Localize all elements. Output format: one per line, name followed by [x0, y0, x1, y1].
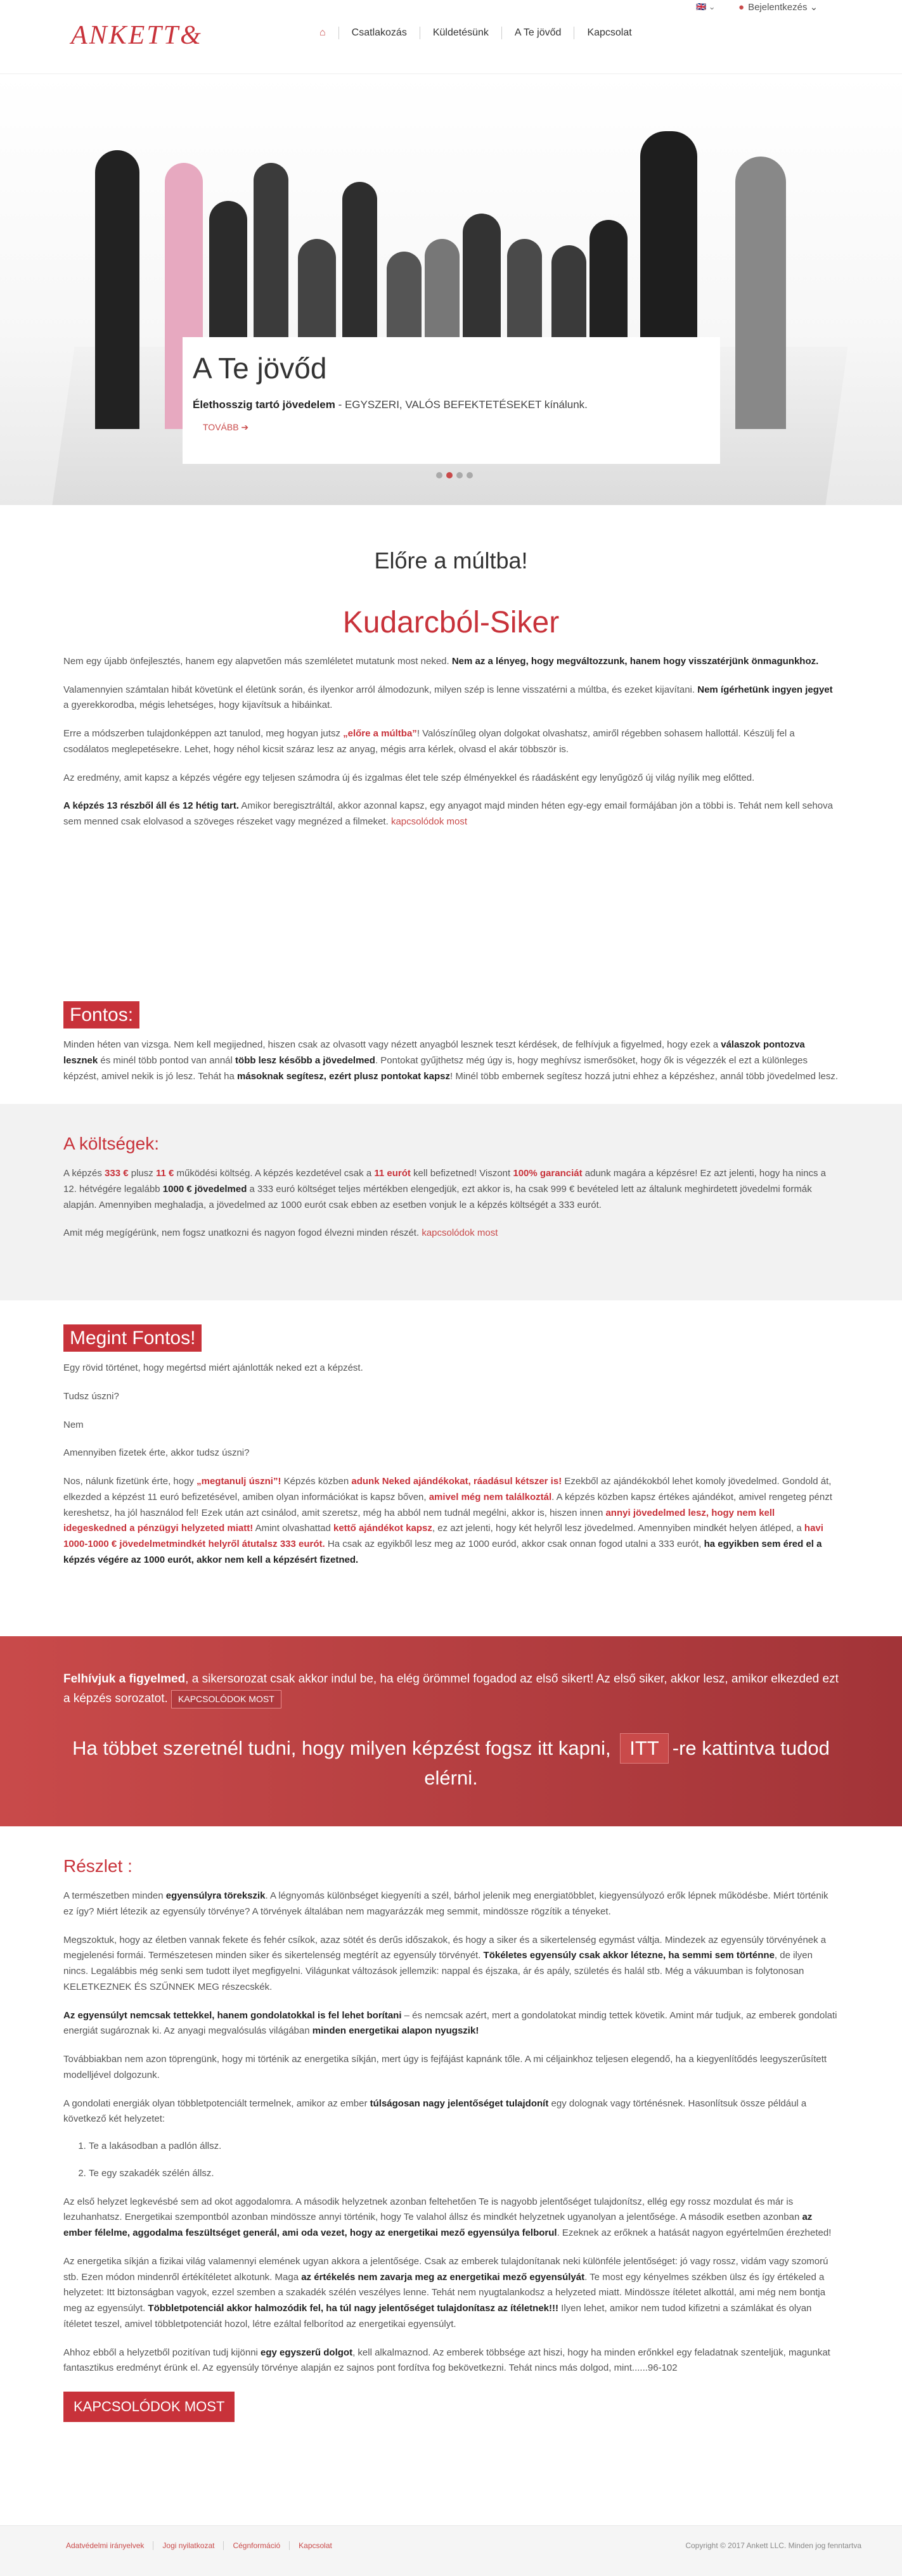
excerpt-paragraph: Továbbiakban nem azon töprengünk, hogy mi történik az energetika síkján, mert úgy is fejfájást kapnánk tőle. A mi céljainkhoz teljesen elegendő, ha a kiegyenlítődés leegyszerűsített modelljével dolgozunk. [63, 2054, 827, 2080]
hero-caption [183, 337, 720, 464]
footer-link-company[interactable]: Cégnformáció [233, 2541, 290, 2550]
hero-more-link[interactable]: TOVÁBB ➔ [203, 421, 249, 432]
story-line: Tudsz úszni? [63, 1390, 119, 1402]
intro-paragraph: Nem egy újabb önfejlesztés, hanem egy alapvetően más szemléletet mutatunk most neked. Nem az a lényeg, hogy megváltozzunk, hanem hogy visszatérjünk önmagunkhoz. [63, 655, 819, 667]
situation-list [89, 2139, 839, 2182]
list-item: 1. Te a lakásodban a padlón állsz. [89, 2139, 839, 2155]
footer-link-privacy[interactable]: Adatvédelmi irányelvek [66, 2541, 153, 2550]
logo-mark: & [180, 21, 203, 50]
connect-link[interactable]: kapcsolódok most [390, 816, 467, 828]
nav-kapcsolat[interactable]: Kapcsolat [574, 27, 644, 39]
nav-kuldetesunk[interactable]: Küldetésünk [420, 27, 501, 39]
intro-paragraph: Az eredmény, amit kapsz a képzés végére egy teljesen számodra új és izgalmas élet tele szép élményekkel és ráadásként egy lenyűgöző új világ nyílik meg előtted. [63, 772, 755, 783]
hero-subtitle: Élethosszig tartó jövedelem - EGYSZERI, VALÓS BEFEKTETÉSEKET kínálunk. [193, 398, 588, 411]
important-title: Fontos: [63, 1001, 139, 1028]
story-paragraph: Nos, nálunk fizetünk érte, hogy „megtanulj úszni”! Képzés közben adunk Neked ajándékokat, ráadásul kétszer is! Ezekből az ajándékokból lehet komoly jövedelmed. Gondold át, elkezded a képzést 11 euró befizetésével, amiben olyan információkat is kapsz bőven, amivel még nem találkoztál. A képzés közben kapsz értékes ajándékot, amivel rengeteg pénzt kereshetsz, ha jól használod fel! Ezek után azt csinálod, amit szeretsz, még ha abból nem tudnál megélni, akkor is, hiszen innen annyi jövedelmed lesz, hogy nem kell idegeskedned a pénzügyi helyzeted miatt! Amint olvashattad kettő ajándékot kapsz, ez azt jelenti, hogy két helyről lesz jövedelmed. Amennyiben mindkét helyen átléped, a havi 1000-1000 € jövedelmetmindkét helyről átutalsz 333 eurót. Ha csak az egyikből lesz meg az 1000 euród, akkor csak onnan fogod utalni a 333 eurót, ha egyikben sem éred el a képzés végére az 1000 eurót, akkor nem kell a képzésért fizetned. [63, 1476, 832, 1565]
footer-link-legal[interactable]: Jogi nyilatkozat [162, 2541, 224, 2550]
user-icon: ● [738, 2, 745, 13]
cta-band [0, 1636, 902, 1826]
nav-a-te-jovod[interactable]: A Te jövőd [501, 27, 574, 39]
band-text: Felhívjuk a figyelmed, a sikersorozat csak akkor indul be, ha elég örömmel fogadod az első sikert! Az első siker, akkor lesz, amikor elkezded ezt a képzés sorozatot. KAPCSOLÓDOK MOST [63, 1669, 839, 1709]
costs-title: A költségek: [63, 1134, 159, 1153]
slider-dot[interactable] [456, 472, 463, 478]
login-label: Bejelentkezés ⌄ [748, 2, 818, 13]
important-paragraph: Minden héten van vizsga. Nem kell megijedned, hiszen csak az olvasott vagy nézett anyagból lesznek teszt kérdések, de felhívjuk a figyelmed, hogy ezek a válaszok pontozva lesznek és minél több pontod van annál több lesz később a jövedelmed. Pontokat gyűjthetsz még úgy is, hogy meghívsz ismerősöket, hogy ők is végezzék el ezt a különleges képzést, amivel nekik is jó lesz. Tehát ha másoknak segítesz, ezért plusz pontokat kapsz! Minél több embernek segítesz hozzá jutni ehhez a képzéshez, annál több jövedelmed lesz. [63, 1039, 839, 1082]
costs-paragraph: A képzés 333 € plusz 11 € működési költség. A képzés kezdetével csak a 11 eurót kell befizetned! Viszont 100% garanciát adunk magára a képzésre! Ez azt jelenti, hogy ha nincs a 12. hétvégére legalább 1000 € jövedelmed a 333 euró költséget teljes mértékben elengedjük, ezt akkor is, ha csak 999 € bevételed lett az általunk meghirdetett jövedelmi formák alapján. Amennyiben meghaladja, a jövedelmed az 1000 eurót csak ebben az esetben vonjuk le a képzés költségét a 333 eurót. [63, 1168, 826, 1210]
excerpt-paragraph: Az első helyzet legkevésbé sem ad okot aggodalomra. A második helyzetnek azonban feltehetően Te is nagyobb jelentőséget tulajdonítsz, ellég egy rossz mozdulat és már is lezuhanhatsz. Energetikai szempontból azonban mindössze annyi történik, hogy Te valahol állsz és mindkét helyzetnek ugyanolyan a jelentősége. A második esetben azonban az ember félelme, aggodalma feszültséget generál, ami oda vezet, hogy az energetikai mező egyensúlya felborul. Ezeknek az erőknek a hatását nagyon egyértelműen érezheted! [63, 2196, 832, 2239]
site-header [0, 0, 902, 74]
section-heading: Előre a múltba! [374, 548, 528, 574]
copyright: Copyright © 2017 Ankett LLC. Minden jog fenntartva [685, 2541, 861, 2550]
band-connect-button[interactable]: KAPCSOLÓDOK MOST [171, 1690, 281, 1708]
story-line: Egy rövid történet, hogy megértsd miért ajánlották neked ezt a képzést. [63, 1362, 363, 1373]
excerpt-paragraph: A természetben minden egyensúlyra törekszik. A légnyomás különbséget kiegyeníti a szél, bárhol jelenik meg energiatöbblet, kiegyensúlyozó erők lépnek működésbe. Miért történik ez így? Miért létezik az egyensúly törvénye? A törvények általában nem magyarázzák meg semmit, mindössze rögzítik a tényeket. [63, 1890, 828, 1917]
slider-dot[interactable] [467, 472, 473, 478]
nav-home-icon[interactable]: ⌂ [319, 27, 326, 38]
connect-now-button[interactable]: KAPCSOLÓDOK MOST [63, 2392, 235, 2422]
itt-button[interactable]: ITT [620, 1733, 669, 1764]
hero-title: A Te jövőd [193, 352, 327, 385]
connect-link[interactable]: kapcsolódok most [422, 1227, 498, 1239]
main-nav [307, 27, 645, 39]
intro-paragraph: Valamennyien számtalan hibát követünk el életünk során, és ilyenkor arról álmodozunk, milyen szép is lenne visszatérni a múltba, és ezeket kijavítani. Nem ígérhetünk ingyen jegyet a gyerekkorodba, mégis lehetséges, hogy kijavítsuk a hibáinkat. [63, 684, 833, 711]
again-important-section [0, 1300, 902, 1636]
band-big-text: Ha többet szeretnél tudni, hogy milyen képzést fogsz itt kapni, ITT -re kattintva tudod elérni. [63, 1733, 839, 1793]
slider-dots [436, 472, 473, 478]
footer-links [66, 2540, 350, 2553]
excerpt-section [0, 1826, 902, 2422]
intro-paragraph: A képzés 13 részből áll és 12 hétig tart. Amikor beregisztráltál, akkor azonnal kapsz, egy anyagot majd minden héten egy-egy email formájában jön a többi is. Tehát nem kell sehova sem menned csak elolvasod a szöveges részeket vagy megnézed a filmeket. kapcsolódok most [63, 800, 833, 828]
nav-csatlakozas[interactable]: Csatlakozás [338, 27, 420, 39]
excerpt-paragraph: A gondolati energiák olyan többletpotenciált termelnek, amikor az ember túlságosan nagy jelentőséget tulajdonít egy dolognak vagy történésnek. Hasonlítsuk össze például a következő két helyzetet: [63, 2098, 807, 2125]
costs-paragraph: Amit még megígérünk, nem fogsz unatkozni és nagyon fogod élvezni minden részét. kapcsolódok most [63, 1227, 498, 1239]
important-section [0, 982, 902, 1090]
slider-dot[interactable] [436, 472, 442, 478]
section-title: Kudarcból-Siker [342, 606, 560, 640]
language-selector[interactable]: 🇬🇧 ⌄ [696, 2, 716, 11]
story-line: Amennyiben fizetek érte, akkor tudsz úszni? [63, 1447, 250, 1459]
costs-section [0, 1104, 902, 1300]
slider-dot-active[interactable] [446, 472, 453, 478]
intro-section [0, 542, 902, 982]
site-footer [0, 2525, 902, 2576]
again-important-title: Megint Fontos! [63, 1324, 202, 1352]
logo-text: ANKETT [71, 21, 181, 50]
footer-link-contact[interactable]: Kapcsolat [299, 2541, 332, 2550]
excerpt-paragraph: Megszoktuk, hogy az életben vannak fekete és fehér csíkok, azaz sötét és derűs időszakok, és hogy a siker és a sikertelenség egymást váltja. Mindezek az egyensúly törvényének a megjelenési formái. Természetesen minden siker és sikertelenség megtérít az egyensúly törvényét. Tökéletes egyensúly csak akkor létezne, ha semmi sem történne, de ilyen nincs. Legalábbis még senki sem tudott ilyet megfigyelni. Világunkat változások jellemzik: nappal és éjszaka, ár és apály, születés és halál stb. Még a vákuumban is folytonosan KELETKEZNEK ÉS SZŰNNEK MEG részecskék. [63, 1934, 827, 1992]
excerpt-paragraph: Az egyensúlyt nemcsak tettekkel, hanem gondolatokkal is fel lehet borítani – és nemcsak azért, mert a gondolatokat mindig tettek követik. Amint már tudjuk, az emberek gondolati energiát sugároznak ki. Az anyagi megvalósulás világában minden energetikai alapon nyugszik! [63, 2009, 837, 2037]
hero-slider [0, 74, 902, 505]
login-menu[interactable] [738, 0, 818, 16]
excerpt-title: Részlet : [63, 1856, 132, 1876]
story-line: Nem [63, 1419, 84, 1430]
intro-paragraph: Erre a módszerben tulajdonképpen azt tanulod, meg hogyan jutsz „előre a múltba”! Valószínűleg olyan dolgokat olvashatsz, amiről régebben sohasem hallottál. Készülj fel a csodálatos meglepetésekre. Lehet, hogy néhol kicsit száraz lesz az anyag, mégis arra kérlek, olvasd el akár többször is. [63, 728, 795, 755]
excerpt-paragraph: Az energetika síkján a fizikai világ valamennyi elemének ugyan akkora a jelentősége. Csak az emberek tulajdonítanak neki különféle jelentőséget: jó vagy rossz, vidám vagy szomorú stb. Ezen módon mindenről értékítéletet alkotunk. Maga az értékelés nem zavarja meg az energetikai mező egyensúlyát. Te most egy kényelmes székben ülsz és így értékeled a helyzetet: Itt biztonságban vagyok, ezzel szemben a szakadék szélén veszélyes lenne. Tehát nem nyugtalankodsz a helyzeted miatt. Mindössze ítéletet alkottál, ami még nem bontja meg az egyensúlyt. Többletpotenciál akkor halmozódik fel, ha túl nagy jelentőséget tulajdonítasz az ítéletnek!!! Ilyen lehet, amikor nem tudod kifizetni a számlákat és olyan ítéletet teszel, amivel többletpotenciát hozol, létre ezáltal felborítod az energetikai egyensúlyt. [63, 2255, 828, 2329]
main-content [0, 505, 902, 2422]
excerpt-paragraph: Ahhoz ebből a helyzetből pozitívan tudj kijönni egy egyszerű dolgot, kell alkalmaznod. Az emberek többsége azt hiszi, hogy ha minden erőnkkel egy feladatnak szenteljük, magunkat fantasztikus eredményt érünk el. Az egyensúly törvénye alapján ez sajnos pont fordítva fog bekövetkezni. Tehát nincs más dolgod, mint......96-102 [63, 2347, 830, 2374]
list-item: 2. Te egy szakadék szélén állsz. [89, 2166, 839, 2182]
site-logo[interactable] [71, 14, 203, 58]
